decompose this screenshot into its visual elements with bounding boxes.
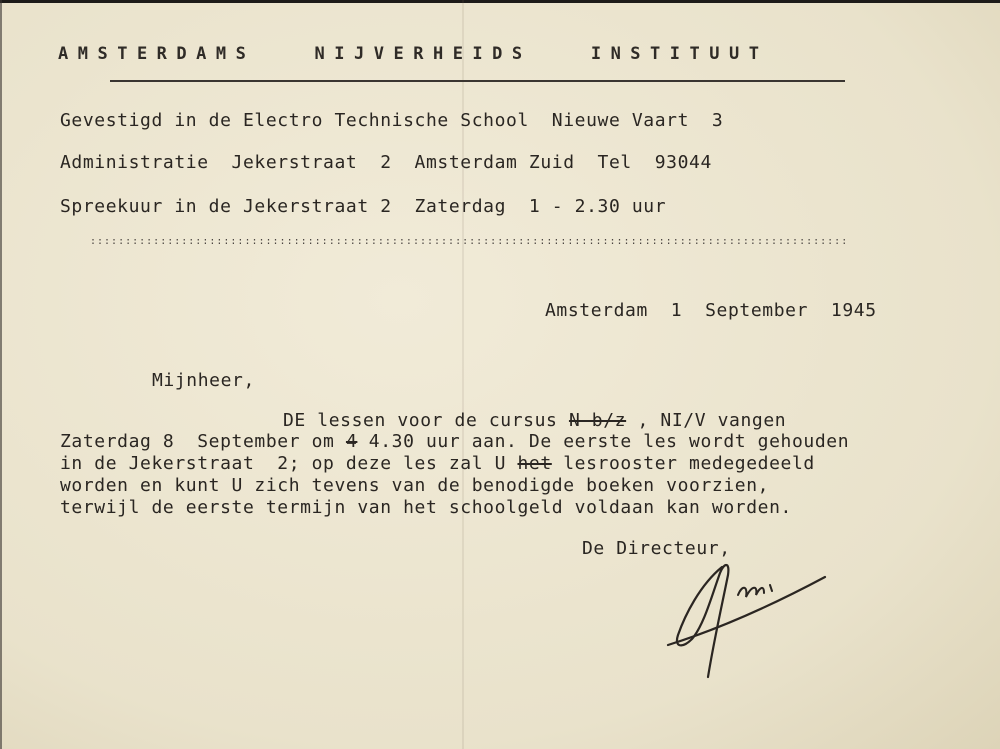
body-line-5: terwijl de eerste termijn van het schoolgeld voldaan kan worden. bbox=[60, 497, 792, 518]
body-text: DE lessen voor de cursus bbox=[283, 410, 569, 431]
top-edge bbox=[0, 0, 1000, 3]
body-line-1 bbox=[283, 410, 786, 431]
date-line: Amsterdam 1 September 1945 bbox=[545, 300, 877, 321]
letterhead-line-2: Administratie Jekerstraat 2 Amsterdam Zuid Tel 93044 bbox=[60, 152, 712, 173]
struck-text: het bbox=[517, 453, 552, 474]
struck-text: N b/z bbox=[568, 410, 627, 431]
letterhead-line-1: Gevestigd in de Electro Technische School Nieuwe Vaart 3 bbox=[60, 110, 724, 131]
body-text: lesrooster medegedeeld bbox=[551, 453, 815, 474]
body-line-3 bbox=[60, 453, 815, 474]
body-text: in de Jekerstraat 2; op deze les zal U bbox=[60, 453, 518, 474]
body-text: 4.30 uur aan. De eerste les wordt gehouden bbox=[357, 431, 850, 452]
signature-icon bbox=[660, 555, 830, 685]
letterhead-line-3: Spreekuur in de Jekerstraat 2 Zaterdag 1 - 2.30 uur bbox=[60, 196, 667, 217]
struck-text: 4 bbox=[345, 431, 358, 452]
body-text: , NI/V vangen bbox=[626, 410, 787, 431]
header-rule bbox=[110, 80, 845, 82]
salutation: Mijnheer, bbox=[152, 370, 255, 391]
closing: De Directeur, bbox=[582, 538, 731, 559]
body-line-4: worden en kunt U zich tevens van de benodigde boeken voorzien, bbox=[60, 475, 770, 496]
body-text: Zaterdag 8 September om bbox=[60, 431, 346, 452]
institution-title: AMSTERDAMS NIJVERHEIDS INSTITUUT bbox=[58, 44, 769, 64]
body-line-2 bbox=[60, 431, 849, 452]
left-edge bbox=[0, 0, 2, 749]
dotted-separator: :::::::::::::::::::::::::::::::::::::::::::::::::::::::::::::::::::::::::::::::::::::::::::::::::::::::::::: bbox=[90, 236, 849, 244]
